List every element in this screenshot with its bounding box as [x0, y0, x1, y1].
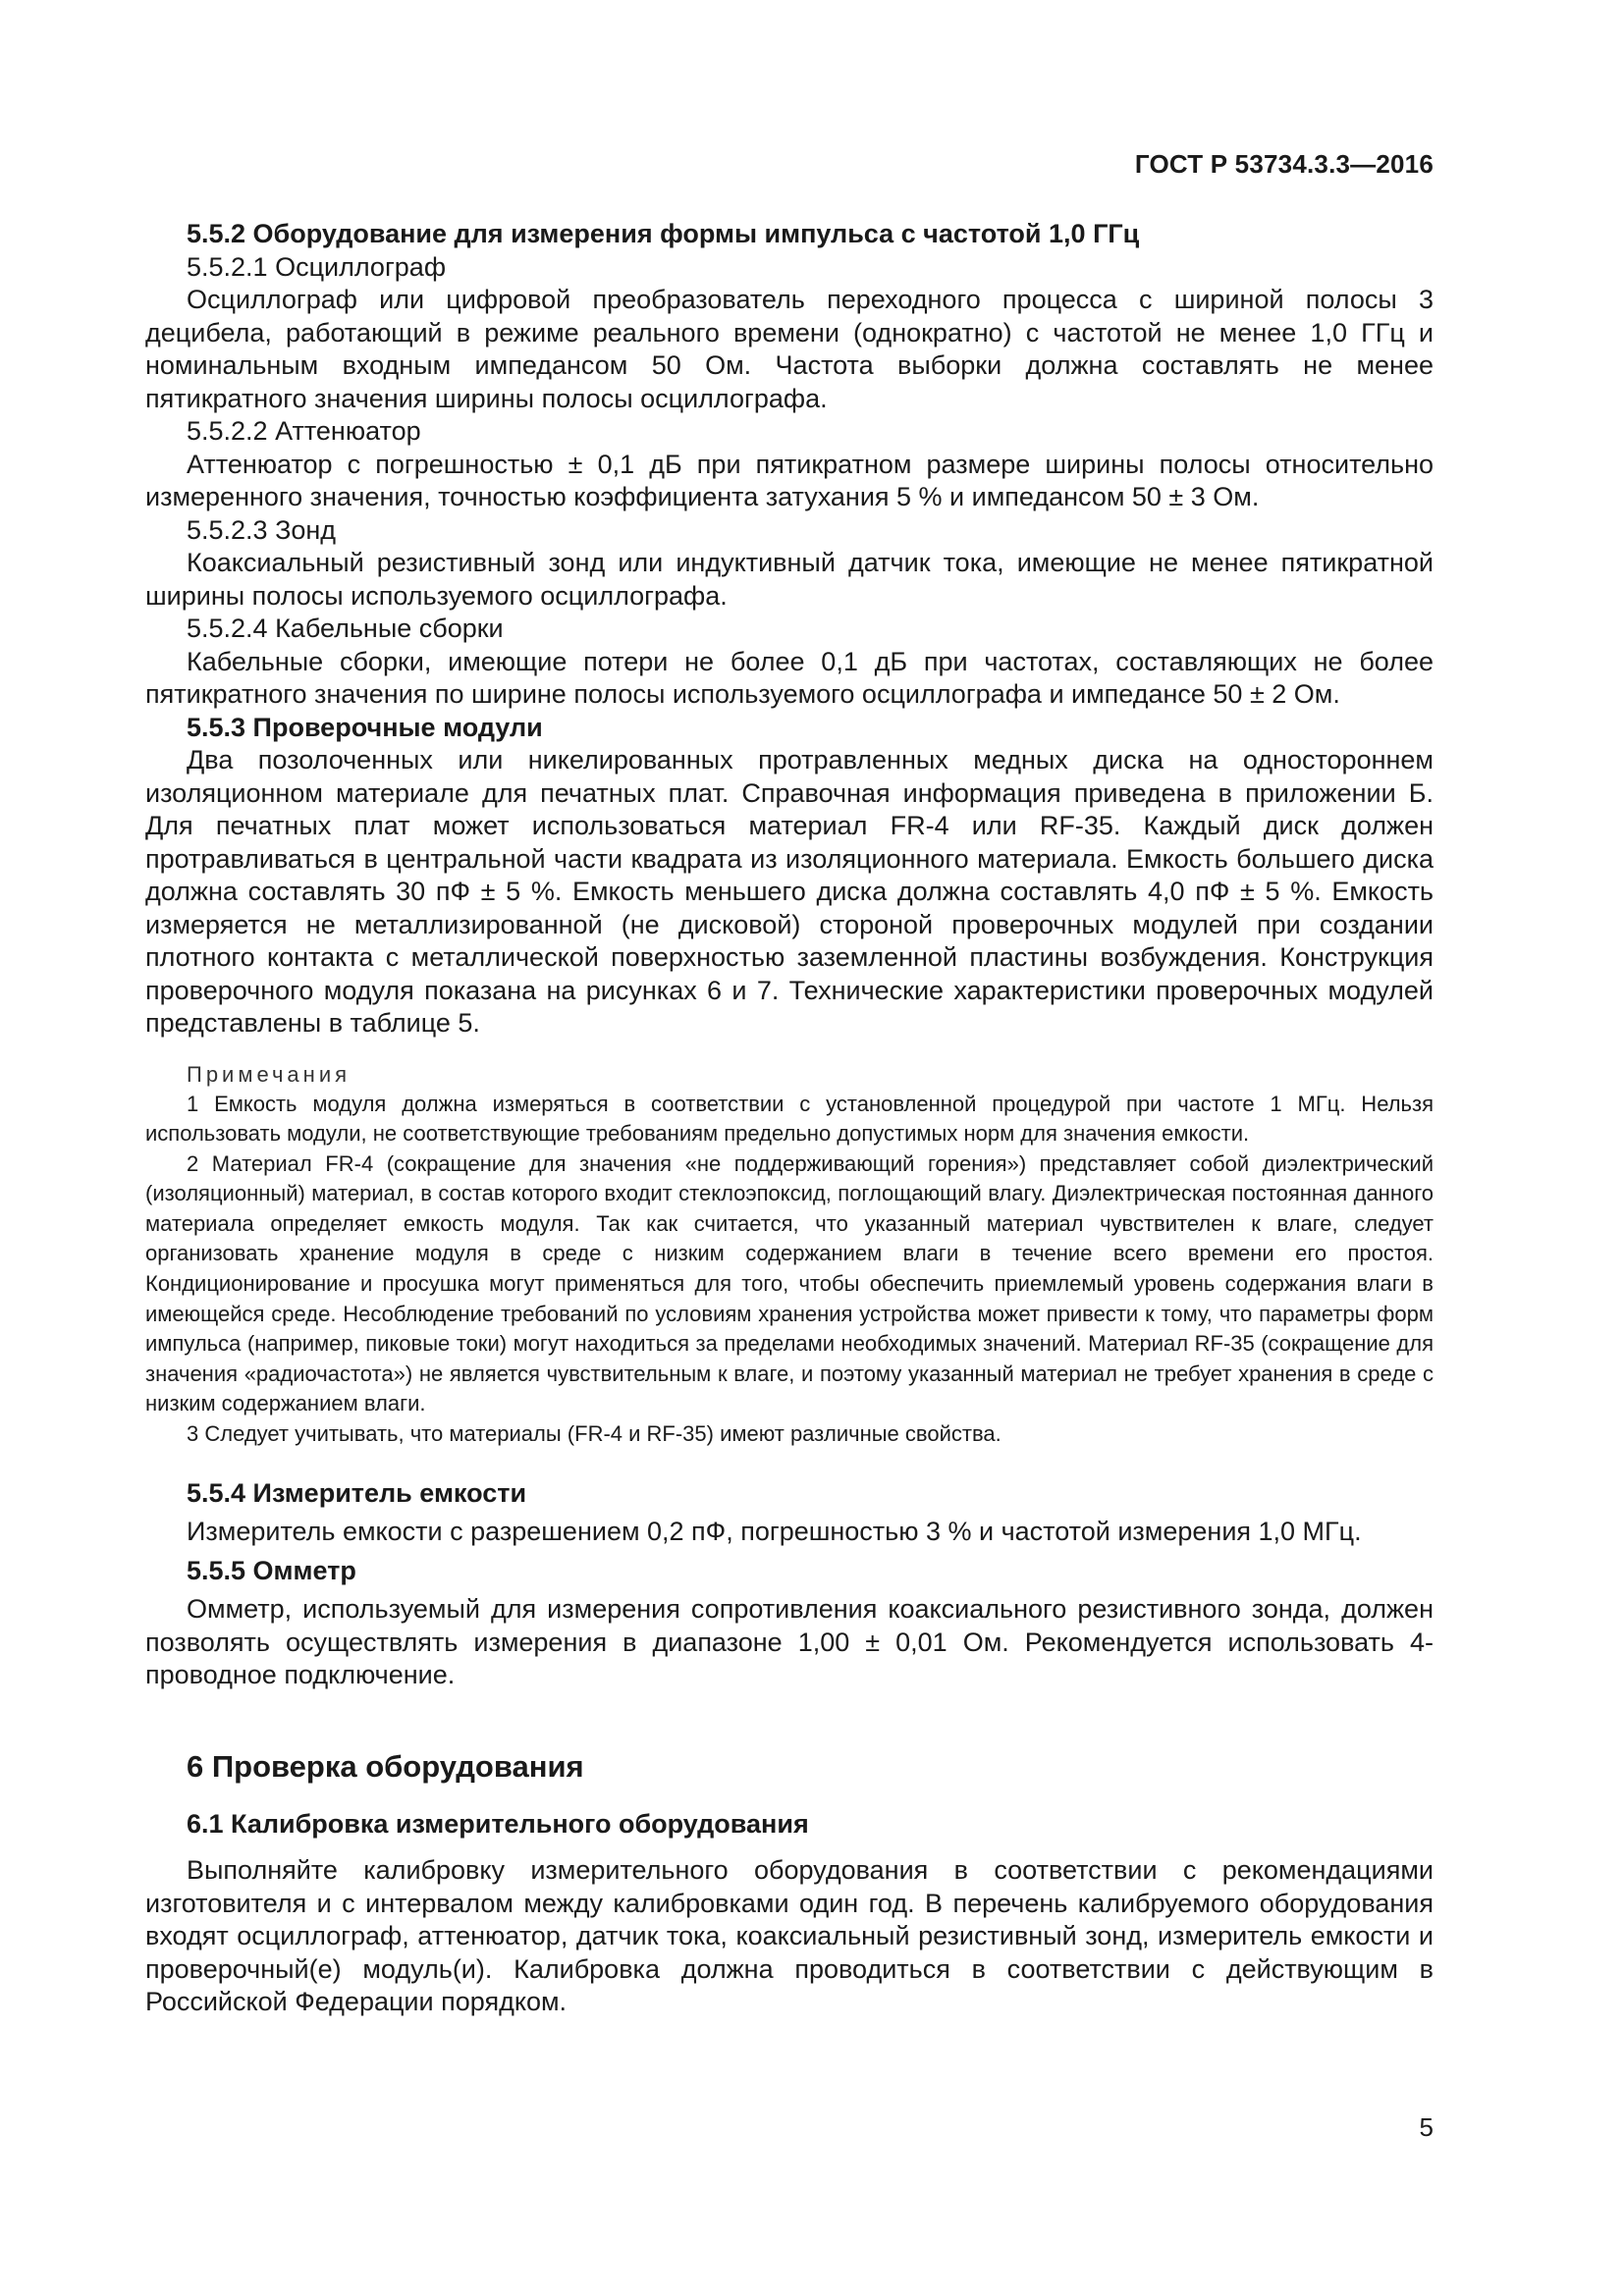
- subsection-5-5-2-4-title: 5.5.2.4 Кабельные сборки: [187, 614, 504, 643]
- section-5-5-4-title: 5.5.4 Измеритель емкости: [187, 1477, 527, 1508]
- subsection-5-5-2-1-title: 5.5.2.1 Осциллограф: [187, 251, 447, 282]
- page-content: [145, 218, 1434, 2019]
- section-5-5-2-title: 5.5.2 Оборудование для измерения формы импульса с частотой 1,0 ГГц: [187, 219, 1140, 248]
- subsection-5-5-2-2-title: 5.5.2.2 Аттенюатор: [187, 416, 421, 446]
- subsection-5-5-2-2-text: Аттенюатор с погрешностью ± 0,1 дБ при пятикратном размере ширины полосы относительно измеренного значения, точностью коэффициента затухания 5 % и импедансом 50 ± 3 Ом.: [145, 449, 1434, 511]
- subsection-5-5-2-4-text: Кабельные сборки, имеющие потери не более 0,1 дБ при частотах, составляющих не более пятикратного значения по ширине полосы используемого осциллографа и импедансе 50 ± 2 Ом.: [145, 646, 1434, 709]
- subsection-5-5-2-1-text: Осциллограф или цифровой преобразователь переходного процесса с шириной полосы 3 децибела, работающий в режиме реального времени (однократно) с частотой не менее 1,0 ГГц и номинальным входным импедансом 50 Ом. Частота выборки должна составлять не менее пятикратного значения ширины полосы осциллографа.: [145, 285, 1434, 413]
- subsection-5-5-2-3-text: Коаксиальный резистивный зонд или индуктивный датчик тока, имеющие не менее пятикратной ширины полосы используемого осциллографа.: [145, 548, 1434, 611]
- note-item-3: 3 Следует учитывать, что материалы (FR-4 и RF-35) имеют различные свойства.: [187, 1421, 1001, 1447]
- spacer: [145, 1450, 1434, 1477]
- note-item-2: 2 Материал FR-4 (сокращение для значения «не поддерживающий горения») представляет собой диэлектрический (изоляционный) материал, в состав которого входит стеклоэпоксид, поглощающий влагу. Диэлектрическая постоянная данного материала определяет емкость модуля. Так как считается, что указанный материал чувствителен к влаге, следует организовать хранение модуля в среде с низким содержанием влаги в течение всего времени его простоя. Кондиционирование и просушка могут применяться для того, чтобы обеспечить приемлемый уровень содержания влаги в имеющейся среде. Несоблюдение требований по условиям хранения устройства может привести к тому, что параметры форм импульса (например, пиковые токи) могут находиться за пределами необходимых значений. Материал RF-35 (сокращение для значения «радиочастота») не является чувствительным к влаге, и поэтому указанный материал не требует хранения в среде с низким содержанием влаги.: [145, 1150, 1434, 1416]
- subsection-5-5-2-3-title: 5.5.2.3 Зонд: [187, 514, 337, 545]
- page-number: 5: [1419, 2112, 1434, 2142]
- spacer: [145, 1841, 1434, 1854]
- section-5-5-3-text: Два позолоченных или никелированных протравленных медных диска на одностороннем изоляционном материале для печатных плат. Справочная информация приведена в приложении Б. Для печатных плат может использоваться материал FR-4 или RF-35. Каждый диск должен протравливаться в центральной части квадрата из изоляционного материала. Емкость большего диска должна составлять 30 пФ ± 5 %. Емкость меньшего диска должна составлять 4,0 пФ ± 5 %. Емкость измеряется не металлизированной (не дисковой) стороной проверочных модулей при создании плотного контакта с металлической поверхностью заземленной пластины возбуждения. Конструкция проверочного модуля показана на рисунках 6 и 7. Технические характеристики проверочных модулей представлены в таблице 5.: [145, 745, 1434, 1038]
- section-6-1-text: Выполняйте калибровку измерительного оборудования в соответствии с рекомендациями изготовителя и с интервалом между калибровками один год. В перечень калибруемого оборудования входят осциллограф, аттенюатор, датчик тока, коаксиальный резистивный зонд, измеритель емкости и проверочный(е) модуль(и). Калибровка должна проводиться в соответствии с действующим в Российской Федерации порядком.: [145, 1855, 1434, 2017]
- section-5-5-3-title: 5.5.3 Проверочные модули: [187, 712, 543, 742]
- section-5-5-5-text: Омметр, используемый для измерения сопротивления коаксиального резистивного зонда, должен позволять осуществлять измерения в диапазоне 1,00 ± 0,01 Ом. Рекомендуется использовать 4-проводное подключение.: [145, 1594, 1434, 1690]
- chapter-6-title: 6 Проверка оборудования: [187, 1748, 584, 1784]
- section-6-1-title: 6.1 Калибровка измерительного оборудования: [187, 1808, 809, 1839]
- section-5-5-5-title: 5.5.5 Омметр: [187, 1555, 356, 1585]
- notes-heading: Примечания: [187, 1061, 352, 1087]
- section-5-5-4-text: Измеритель емкости с разрешением 0,2 пФ, погрешностью 3 % и частотой измерения 1,0 МГц.: [187, 1517, 1362, 1547]
- document-id-header: ГОСТ Р 53734.3.3—2016: [1134, 149, 1434, 179]
- note-item-1: 1 Емкость модуля должна измеряться в соответствии с установленной процедурой при частоте 1 МГц. Нельзя использовать модули, не соответствующие требованиям предельно допустимых норм для значения емкости.: [145, 1091, 1434, 1147]
